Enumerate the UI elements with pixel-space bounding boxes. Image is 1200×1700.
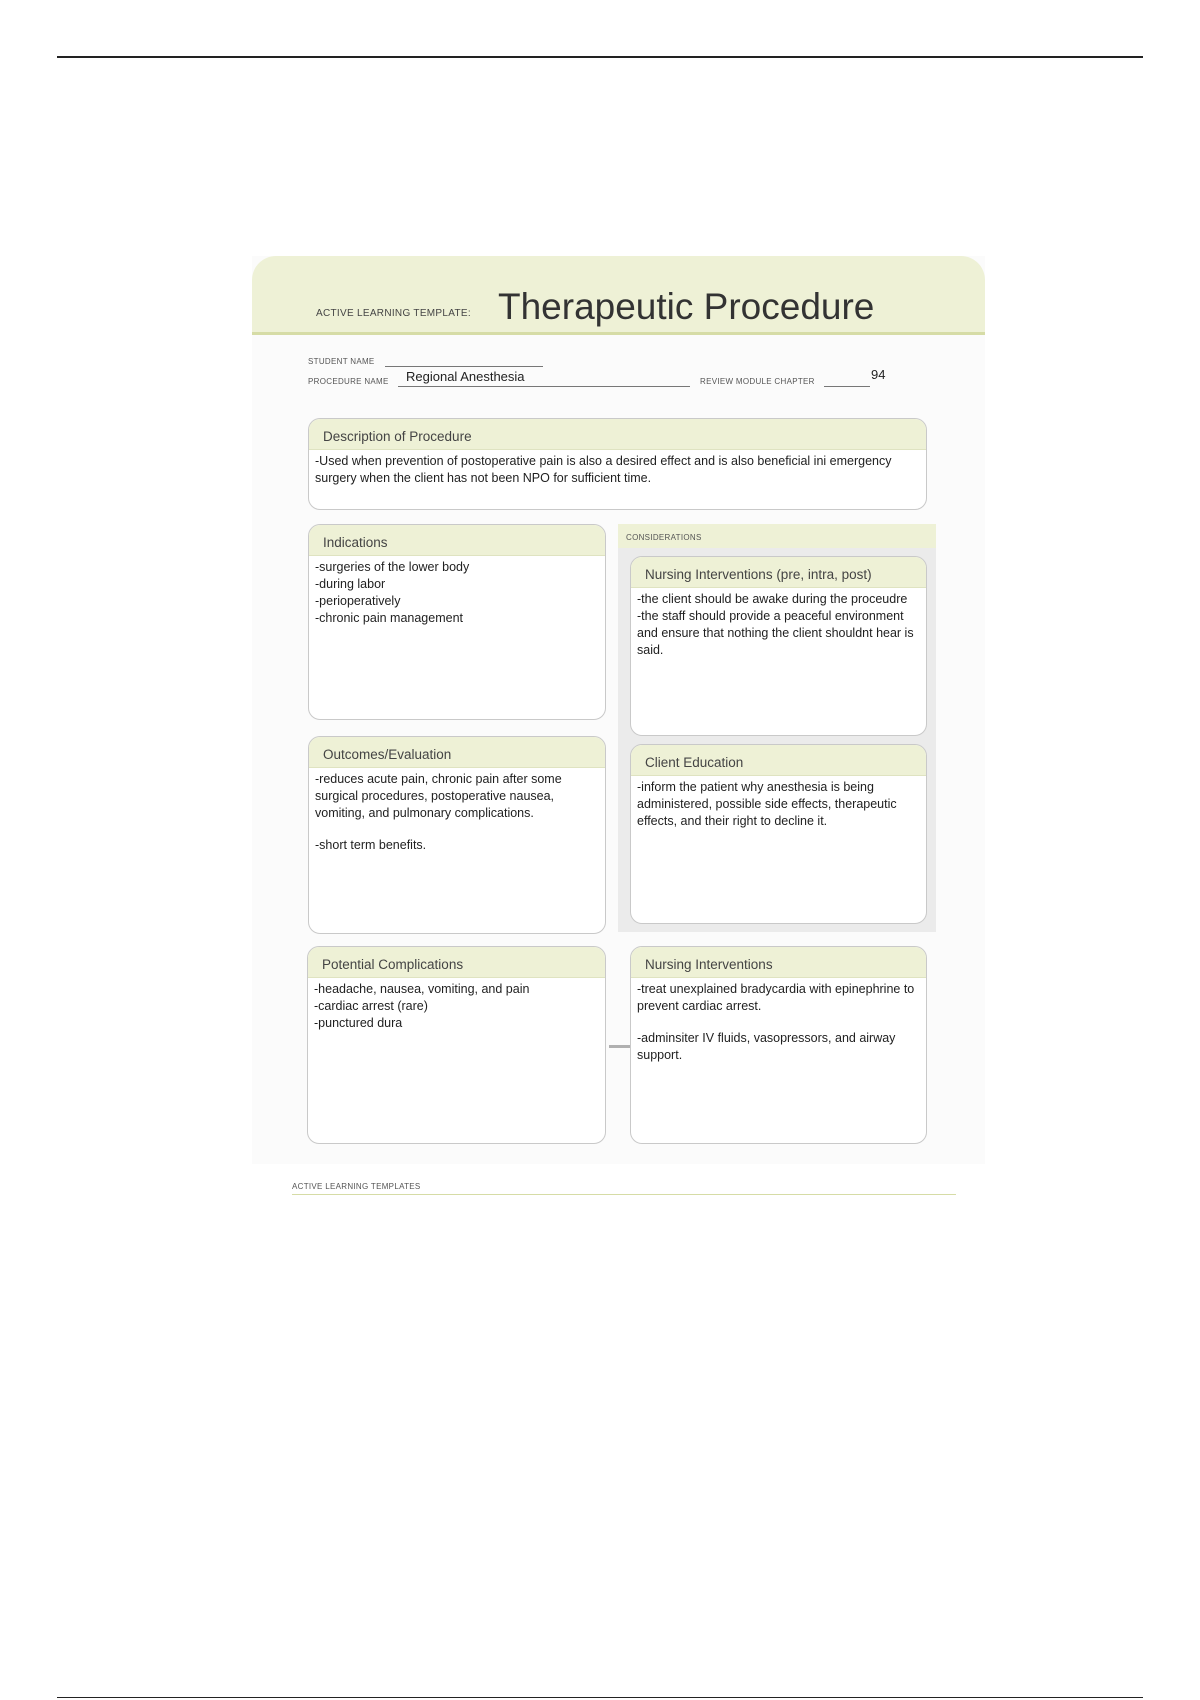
nursing-intervention-item: -treat unexplained bradycardia with epinephrine to prevent cardiac arrest. xyxy=(637,982,918,1013)
footer-label: ACTIVE LEARNING TEMPLATES xyxy=(292,1182,421,1191)
template-label: ACTIVE LEARNING TEMPLATE: xyxy=(316,308,471,319)
student-name-label: STUDENT NAME xyxy=(308,357,375,366)
procedure-name-line xyxy=(398,386,690,387)
complications-box xyxy=(307,946,606,1144)
review-module-line xyxy=(824,386,870,387)
indication-item: -chronic pain management xyxy=(315,611,463,625)
review-module-label: REVIEW MODULE CHAPTER xyxy=(700,377,815,386)
procedure-name-value: Regional Anesthesia xyxy=(406,369,525,384)
procedure-name-label: PROCEDURE NAME xyxy=(308,377,389,386)
client-education-text: -inform the patient why anesthesia is being administered, possible side effects, therapeutic effects, and their right to decline it. xyxy=(637,780,901,828)
indications-box xyxy=(308,524,606,720)
title-banner xyxy=(252,256,985,335)
description-text: -Used when prevention of postoperative pain is also a desired effect and is also beneficial ini emergency surgery when the client has not been NPO for sufficient time. xyxy=(315,454,895,485)
complications-heading: Potential Complications xyxy=(308,947,605,978)
complication-item: -headache, nausea, vomiting, and pain xyxy=(314,982,530,996)
nursing-intervention-item: -the staff should provide a peaceful environment and ensure that nothing the client shouldnt hear is said. xyxy=(637,609,918,657)
description-box xyxy=(308,418,927,510)
connector-line xyxy=(609,1045,631,1048)
page-title: Therapeutic Procedure xyxy=(498,286,875,327)
bottom-rule xyxy=(57,1697,1143,1698)
indication-item: -surgeries of the lower body xyxy=(315,560,470,574)
indication-item: -perioperatively xyxy=(315,594,401,608)
outcome-item: -short term benefits. xyxy=(315,838,427,852)
nursing-intervention-item: -the client should be awake during the proceudre xyxy=(637,592,908,606)
client-education-box xyxy=(630,744,927,924)
indication-item: -during labor xyxy=(315,577,386,591)
top-rule xyxy=(57,56,1143,58)
client-education-heading: Client Education xyxy=(631,745,926,776)
review-module-value: 94 xyxy=(871,367,886,382)
nursing-interventions-box xyxy=(630,946,927,1144)
outcome-item: -reduces acute pain, chronic pain after some surgical procedures, postoperative nausea, vomiting, and pulmonary complications. xyxy=(315,772,566,820)
nursing-intervention-item: -adminsiter IV fluids, vasopressors, and airway support. xyxy=(637,1031,899,1062)
considerations-label: CONSIDERATIONS xyxy=(626,533,702,542)
footer-rule xyxy=(292,1194,956,1195)
nursing-interventions-pip-heading: Nursing Interventions (pre, intra, post) xyxy=(631,557,926,588)
description-heading: Description of Procedure xyxy=(309,419,926,450)
indications-heading: Indications xyxy=(309,525,605,556)
outcomes-heading: Outcomes/Evaluation xyxy=(309,737,605,768)
complication-item: -punctured dura xyxy=(314,1016,403,1030)
student-name-line xyxy=(385,366,543,367)
template-sheet xyxy=(252,256,985,1191)
nursing-interventions-heading: Nursing Interventions xyxy=(631,947,926,978)
nursing-interventions-pip-box xyxy=(630,556,927,736)
complication-item: -cardiac arrest (rare) xyxy=(314,999,428,1013)
outcomes-box xyxy=(308,736,606,934)
